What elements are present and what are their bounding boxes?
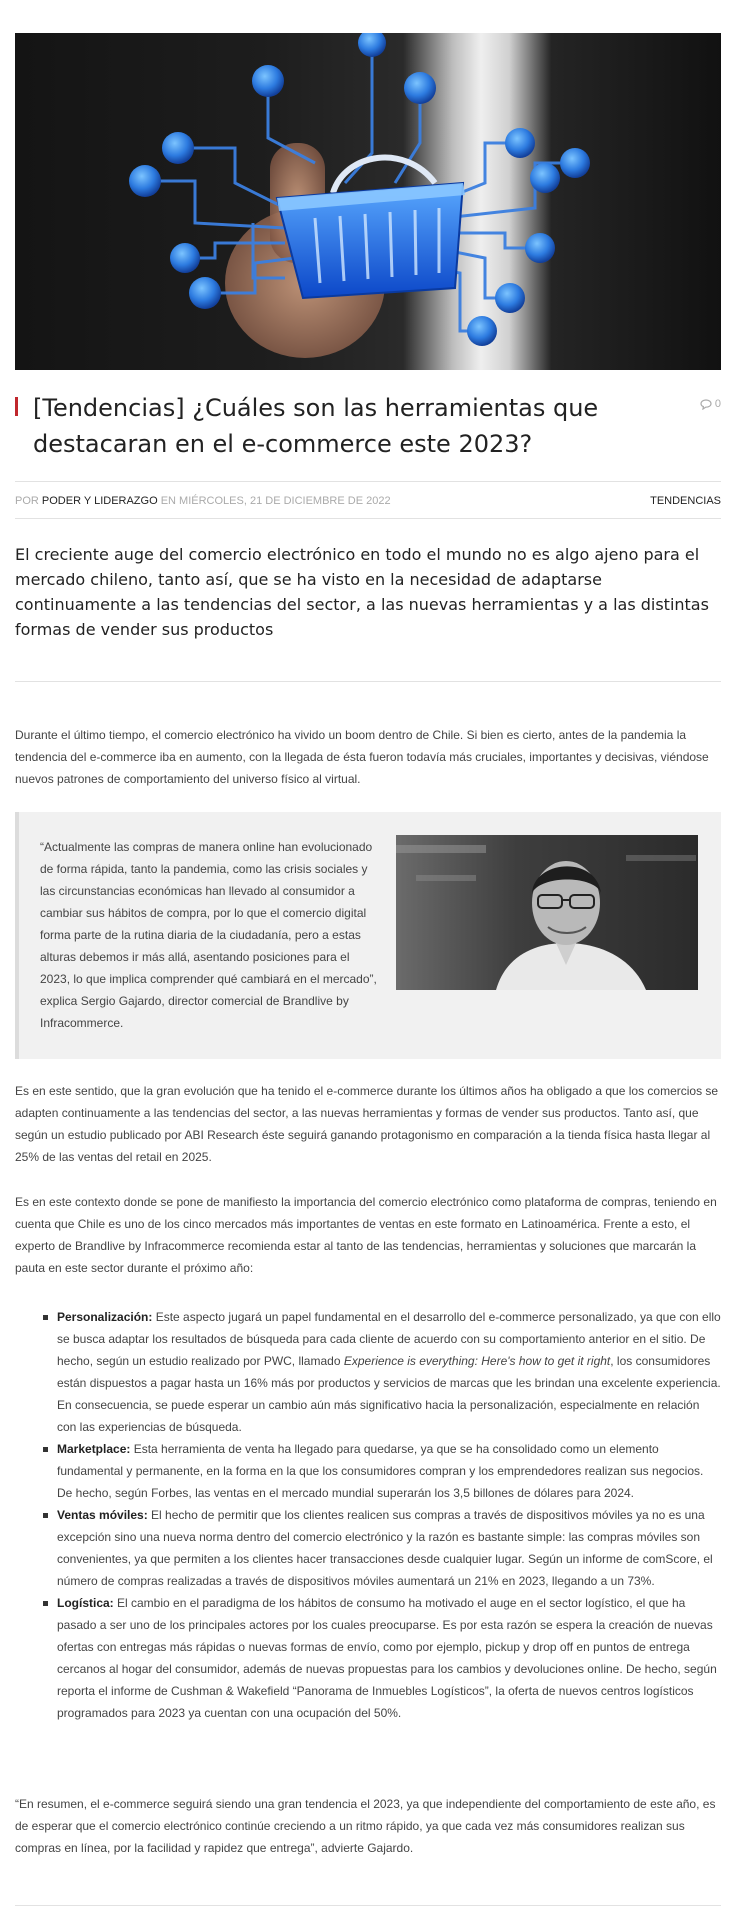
meta-bottom-divider: [15, 518, 721, 519]
list-item-label: Ventas móviles:: [57, 1508, 148, 1522]
meta-top-divider: [15, 481, 721, 482]
portrait-illustration: [396, 835, 698, 990]
article-lead: El creciente auge del comercio electrónico en todo el mundo no es algo ajeno para el mercado chileno, tanto así, que se ha visto en la necesidad de adaptarse continuamente a las tendencias del sector, a las nuevas herramientas y a las distintas formas de vender sus productos: [15, 545, 709, 639]
trends-list: [43, 1306, 721, 1724]
body-paragraph-3: Es en este contexto donde se pone de manifiesto la importancia del comercio electrónico como plataforma de compras, teniendo en cuenta que Chile es uno de los cinco mercados más importantes de ventas en este formato en Latinoamérica. Frente a esto, el experto de Brandlive by Infracommerce recomienda estar al tanto de las tendencias, herramientas y soluciones que marcarán la pauta en este sector durante el próximo año:: [15, 1195, 717, 1275]
comment-count[interactable]: [700, 398, 721, 410]
category-link[interactable]: TENDENCIAS: [650, 495, 721, 507]
footer-divider: [15, 1905, 721, 1906]
meta-by-label: POR: [15, 495, 39, 507]
closing-quote: “En resumen, el e-commerce seguirá siendo una gran tendencia el 2023, ya que independiente del comportamiento de este año, es de esperar que el comercio electrónico continúe creciendo a un ritmo rápido, ya que cada vez más consumidores realizan sus compras en línea, por la facilidad y rapidez que entrega”, advierte Gajardo.: [15, 1797, 716, 1855]
quote-text: “Actualmente las compras de manera online han evolucionado de forma rápida, tanto la pandemia, como las crisis sociales y las circunstancias económicas han llevado al consumidor a cambiar sus hábitos de compra, por lo que el comercio digital forma parte de la rutina diaria de la ciudadanía, pero a estas alturas debemos ir más allá, asentando posiciones para el 2023, lo que implica comprender qué cambiará en el mercado”, explica Sergio Gajardo, director comercial de Brandlive by Infracommerce.: [40, 840, 377, 1030]
lead-divider: [15, 681, 721, 682]
body-paragraph-2: Es en este sentido, que la gran evolución que ha tenido el e-commerce durante los últimos años ha obligado a que los comercios se adapten continuamente a las tendencias del sector, a las nuevas herramientas y formas de vender sus productos. Tanto así, que según un estudio publicado por ABI Research éste seguirá ganando protagonismo en comparación a la tienda física hasta llegar al 25% de las ventas del retail en 2025.: [15, 1084, 719, 1164]
list-item: [43, 1306, 721, 1438]
body-paragraph-1: Durante el último tiempo, el comercio electrónico ha vivido un boom dentro de Chile. Si bien es cierto, antes de la pandemia la tendencia del e-commerce iba en aumento, con la llegada de ésta fueron todavía más cruciales, importantes y decisivas, viéndose nuevos patrones de comportamiento del universo físico al virtual.: [15, 728, 709, 786]
list-item: [43, 1592, 721, 1724]
meta-author-link[interactable]: PODER Y LIDERAZGO: [41, 495, 158, 507]
study-title: Experience is everything: Here's how to get it right: [343, 1354, 611, 1368]
meta-date: EN MIÉRCOLES, 21 DE DICIEMBRE DE 2022: [160, 495, 391, 507]
list-item-text-continued: , los consumidores están dispuestos a pagar hasta un 16% más por productos y servicios de marcas que les brindan una excelente experiencia. En consecuencia, se puede esperar un cambio aún más significativo hacia la personalización, especialmente en relación con las experiencias de búsqueda.: [57, 1354, 721, 1434]
portrait-photo: [396, 835, 698, 990]
hero-image: [15, 33, 721, 370]
list-item-label: Logística:: [57, 1596, 114, 1610]
comment-count-value: 0: [714, 398, 721, 410]
list-item-text: El hecho de permitir que los clientes realicen sus compras a través de dispositivos móviles ya no es una excepción sino una nueva norma dentro del comercio electrónico y la razón es bastante simple: las compras móviles son convenientes, ya que permiten a los clientes hacer transacciones desde cualquier lugar. Según un informe de comScore, el número de compras realizadas a través de dispositivos móviles aumentará un 21% en 2023, llegando a un 73%.: [57, 1508, 713, 1588]
shopping-basket-network-illustration: [15, 33, 721, 370]
list-item-text: Este aspecto jugará un papel fundamental en el desarrollo del e-commerce personalizado, ya que con ello se busca adaptar los resultados de búsqueda para cada cliente de acuerdo con su comportamiento anterior en el sitio. De hecho, según un estudio realizado por PWC, llamado: [57, 1310, 721, 1368]
list-item-text: El cambio en el paradigma de los hábitos de consumo ha motivado el auge en el sector logístico, el que ha pasado a ser uno de los principales actores por los cuales preocuparse. Es por esta razón se espera la creación de nuevas ofertas con entregas más rápidas o nuevas formas de envío, como por ejemplo, pickup y drop off en puntos de entrega cercanos al hogar del consumidor, además de nuevas propuestas para los cambios y devoluciones online. De hecho, según reporta el informe de Cushman & Wakefield “Panorama de Inmuebles Logísticos”, la oferta de nuevos centros logísticos programados para 2023 ya cuentan con una ocupación del 50%.: [57, 1596, 717, 1720]
list-item-text: Esta herramienta de venta ha llegado para quedarse, ya que se ha consolidado como un elemento fundamental y permanente, en la forma en la que los consumidores compran y los emprendedores realizan sus negocios. De hecho, según Forbes, las ventas en el mercado mundial superarán los 3,5 billones de dólares para 2024.: [57, 1442, 704, 1500]
list-item-label: Personalización:: [57, 1310, 153, 1324]
list-item-label: Marketplace:: [57, 1442, 131, 1456]
list-item: [43, 1438, 721, 1504]
article-meta: [15, 495, 391, 507]
comment-icon: [700, 399, 712, 410]
title-accent-bar: [15, 397, 18, 416]
article-title: [Tendencias] ¿Cuáles son las herramientas que destacaran en el e-commerce este 2023?: [33, 394, 599, 458]
list-item: [43, 1504, 721, 1592]
